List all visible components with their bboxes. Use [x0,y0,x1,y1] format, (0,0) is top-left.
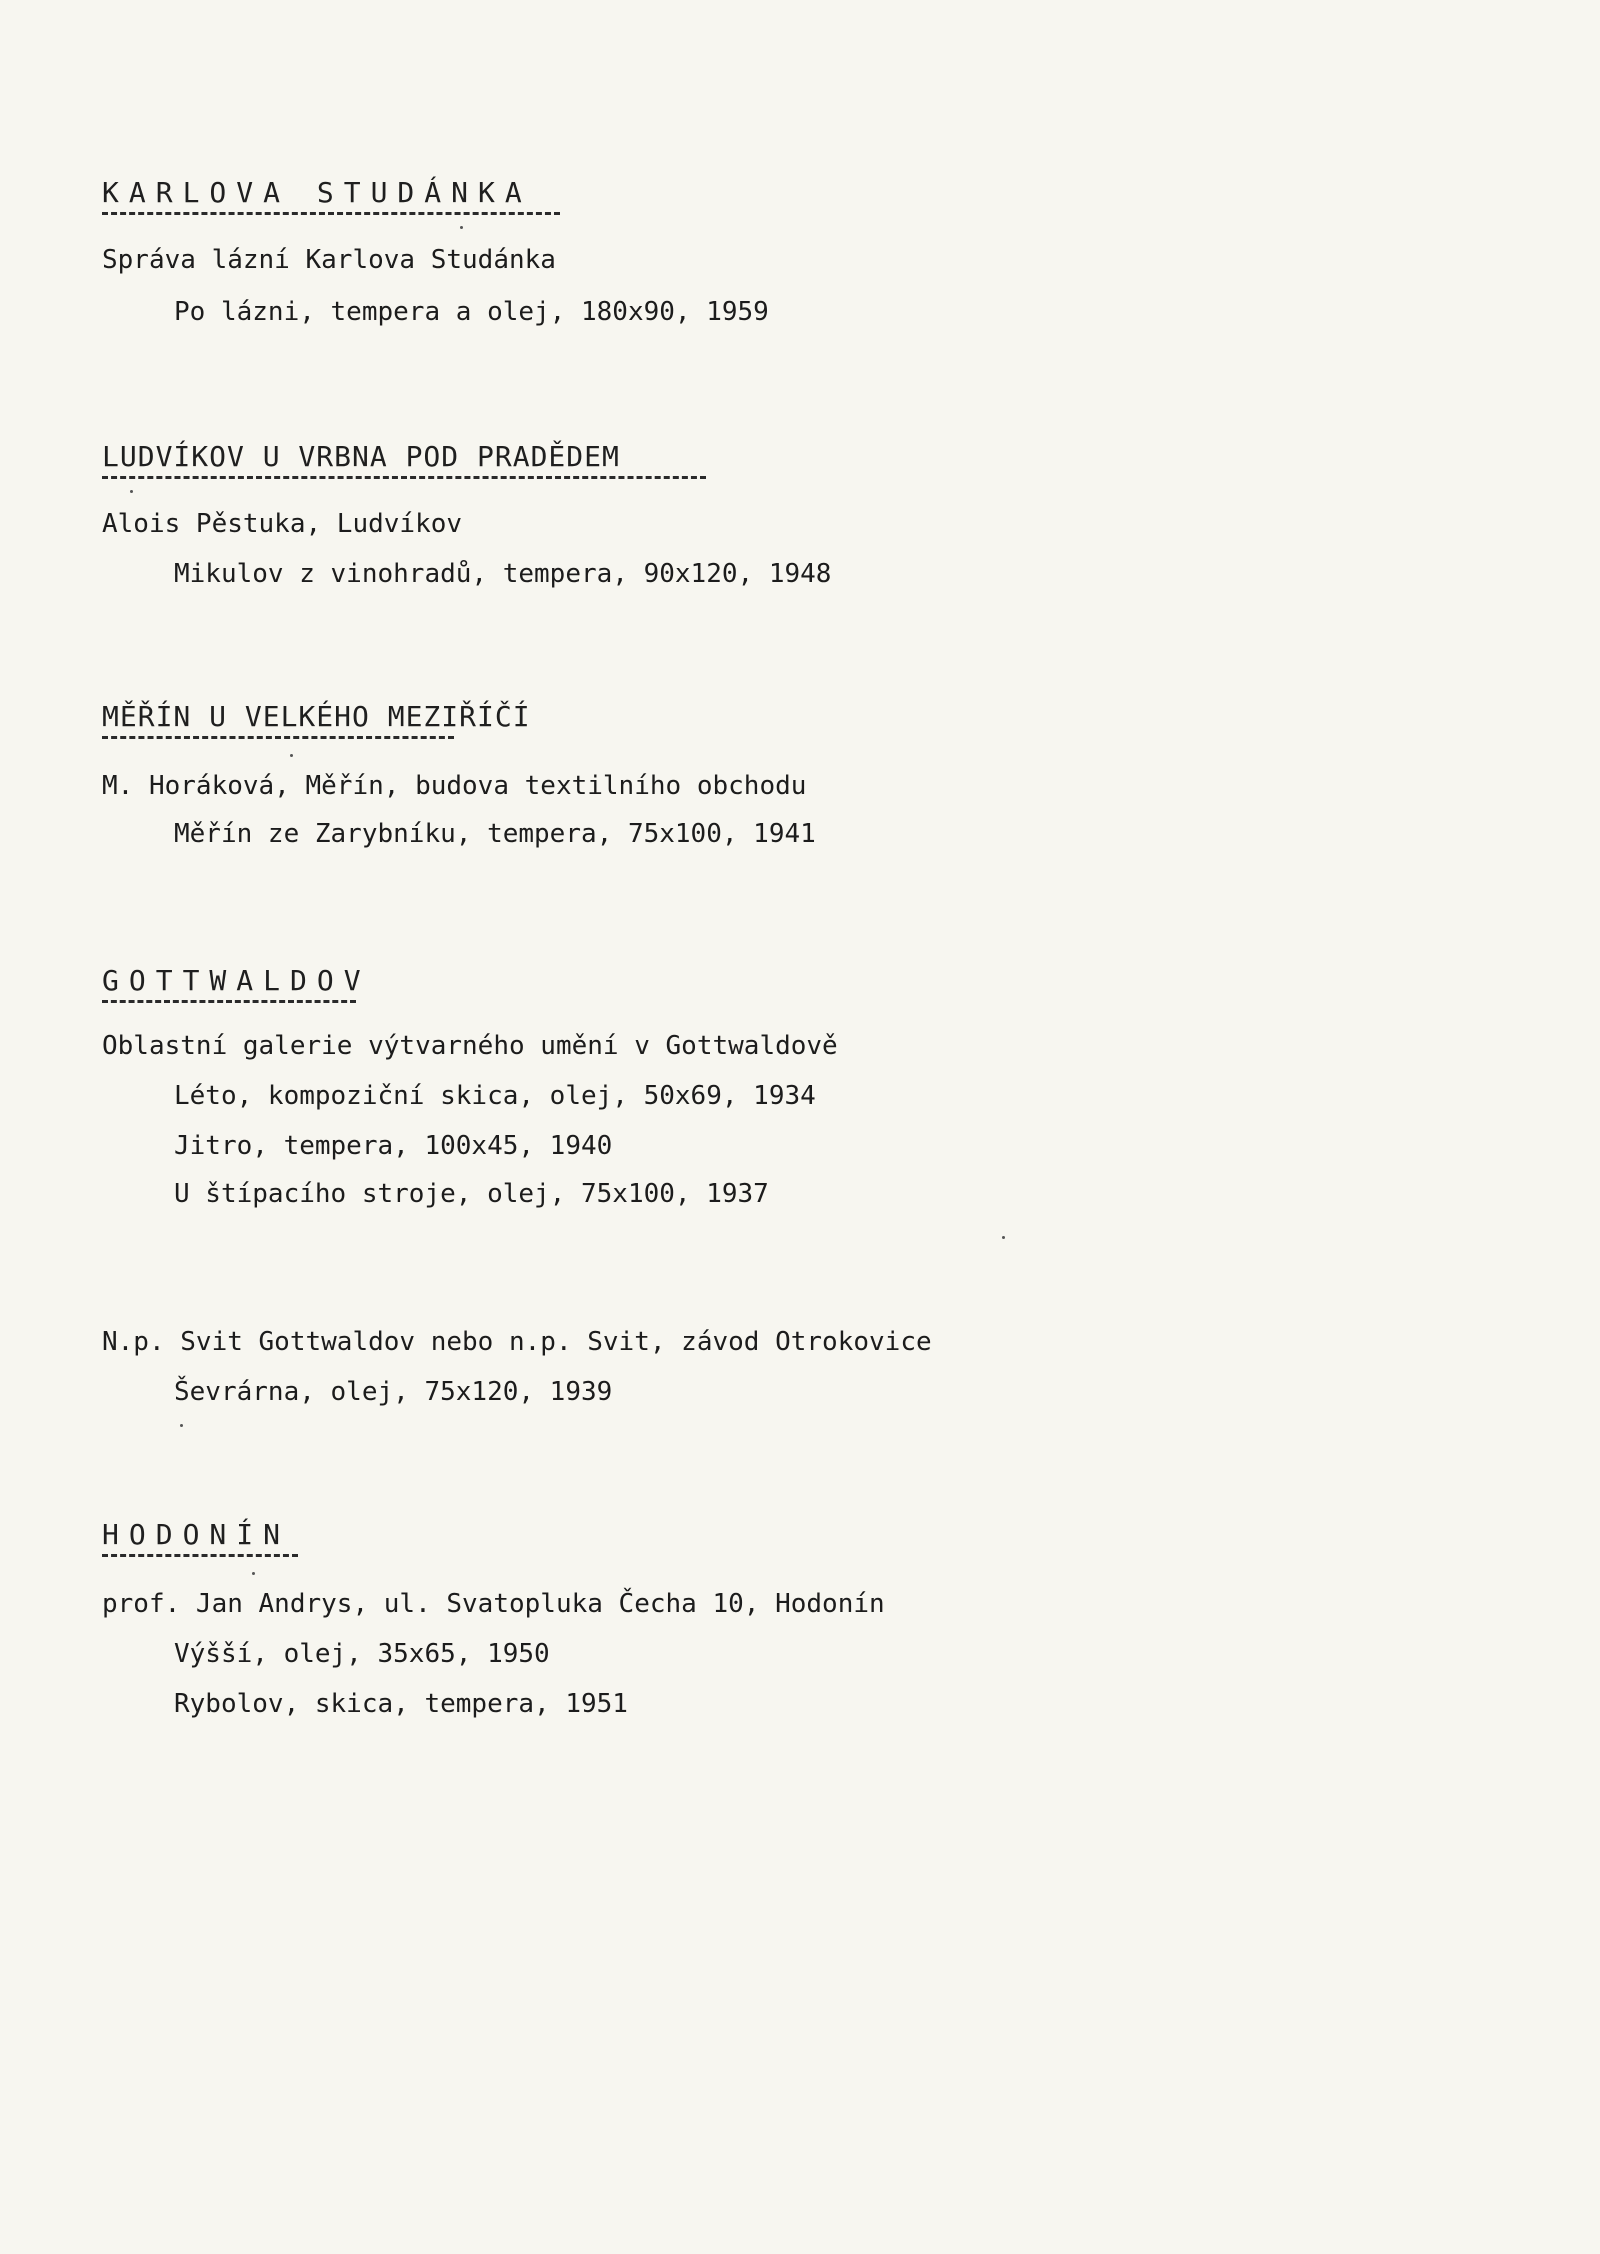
work-line: Výšší, olej, 35x65, 1950 [174,1639,550,1669]
heading-underline [102,212,560,215]
paper-speck [180,1424,183,1427]
paper-speck [130,490,133,493]
heading-underline [102,1554,298,1557]
work-line: Měřín ze Zarybníku, tempera, 75x100, 1941 [174,819,816,849]
owner-line: M. Horáková, Měřín, budova textilního obchodu [102,771,807,801]
work-line: Mikulov z vinohradů, tempera, 90x120, 1948 [174,559,832,589]
section-heading-merin: MĚŘÍN U VELKÉHO MEZIŘÍČÍ [102,700,531,733]
owner-line: N.p. Svit Gottwaldov nebo n.p. Svit, závod Otrokovice [102,1327,932,1357]
heading-underline [102,476,706,479]
section-heading-hodonin: HODONÍN [102,1518,291,1551]
section-heading-gottwaldov: GOTTWALDOV [102,964,371,997]
work-line: Ševrárna, olej, 75x120, 1939 [174,1377,613,1407]
owner-line: prof. Jan Andrys, ul. Svatopluka Čecha 10, Hodonín [102,1589,885,1619]
paper-speck [460,226,463,229]
heading-underline [102,1000,356,1003]
paper-speck [290,754,293,757]
section-heading-karlova-studanka: KARLOVA STUDÁNKA [102,176,532,209]
work-line: Jitro, tempera, 100x45, 1940 [174,1131,613,1161]
paper-speck [252,1572,255,1575]
paper-speck [1002,1236,1005,1239]
work-line: U štípacího stroje, olej, 75x100, 1937 [174,1179,769,1209]
work-line: Po lázni, tempera a olej, 180x90, 1959 [174,297,769,327]
owner-line: Alois Pěstuka, Ludvíkov [102,509,463,539]
work-line: Rybolov, skica, tempera, 1951 [174,1689,628,1719]
owner-line: Správa lázní Karlova Studánka [102,245,556,275]
owner-line: Oblastní galerie výtvarného umění v Gottwaldově [102,1031,838,1061]
section-heading-ludvikov: LUDVÍKOV U VRBNA POD PRADĚDEM [102,440,620,473]
work-line: Léto, kompoziční skica, olej, 50x69, 1934 [174,1081,816,1111]
heading-underline [102,736,454,739]
